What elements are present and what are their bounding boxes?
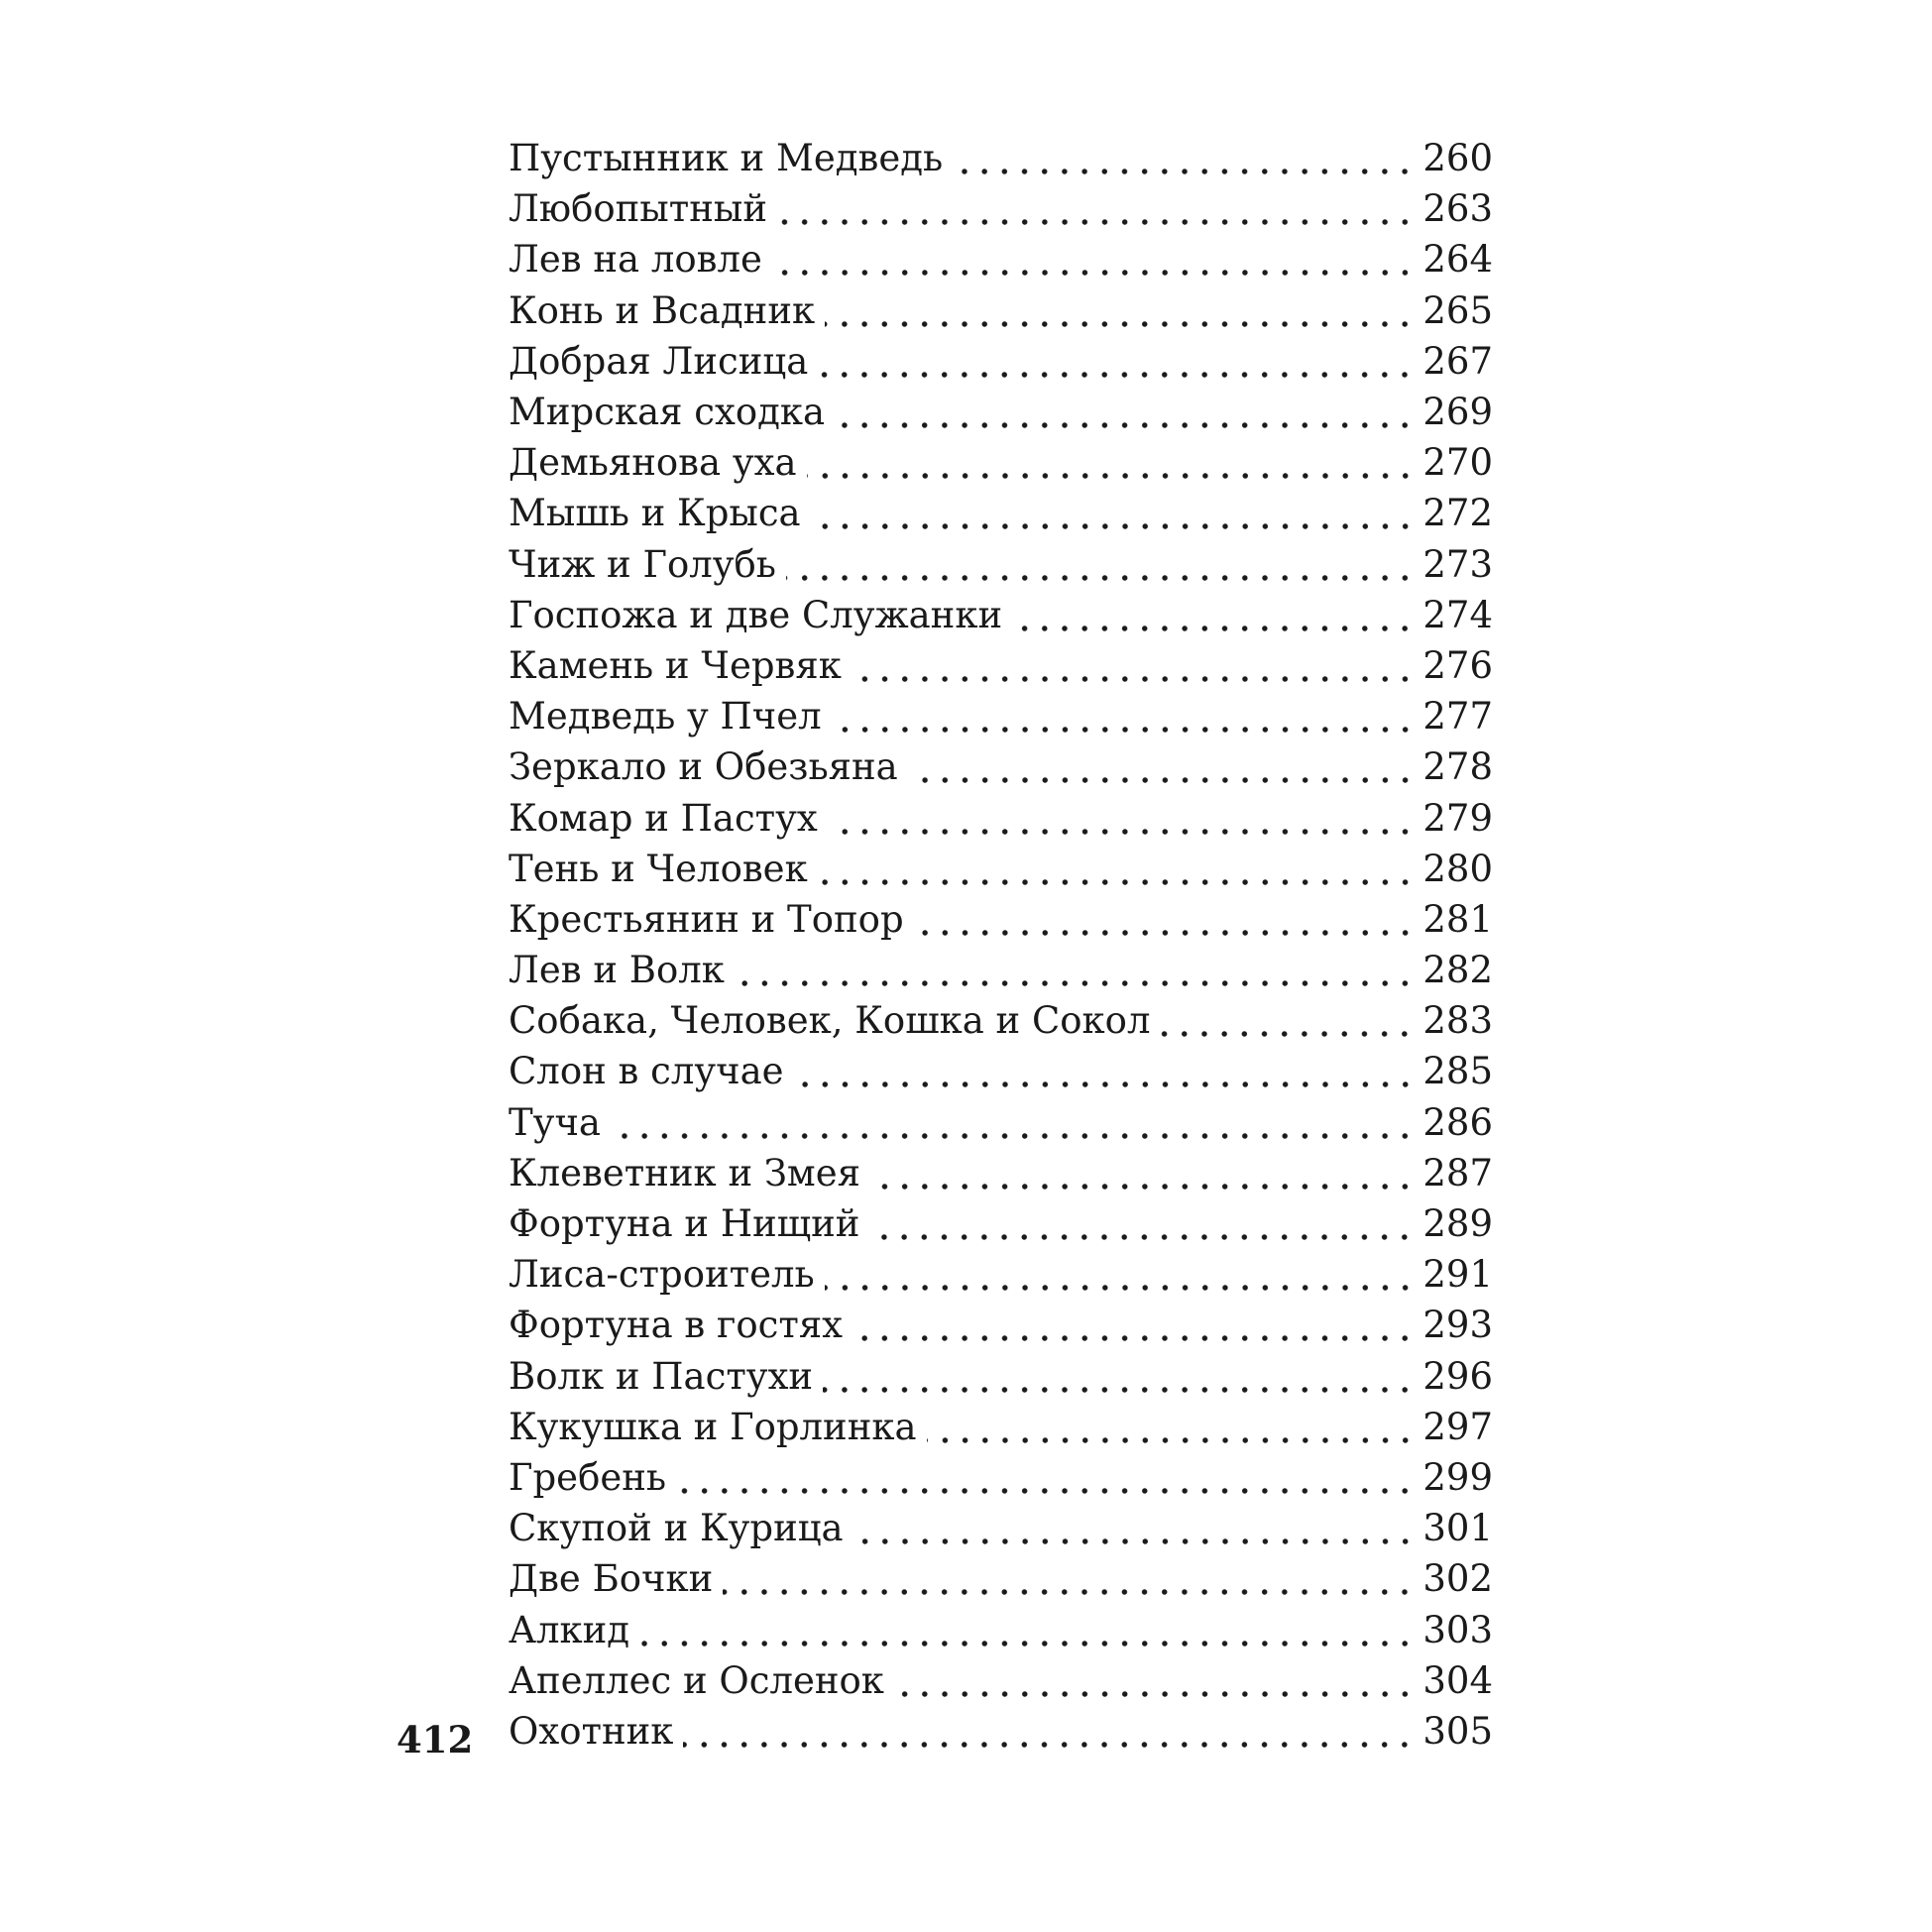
toc-entry-page: 281 xyxy=(1422,897,1493,941)
toc-entry-page: 278 xyxy=(1422,745,1493,789)
toc-entry-page: 263 xyxy=(1422,187,1493,231)
toc-entry[interactable] xyxy=(509,1097,1493,1148)
toc-entry-title: Добрая Лисица xyxy=(509,339,809,383)
toc-entry-title: Мышь и Крыса xyxy=(509,492,801,535)
toc-entry-title: Любопытный xyxy=(509,187,767,231)
toc-entry-page: 276 xyxy=(1422,643,1493,687)
toc-entry-page: 267 xyxy=(1422,339,1493,383)
toc-entry-title: Крестьянин и Топор xyxy=(509,897,904,941)
dot-leader xyxy=(786,539,1415,590)
toc-entry[interactable] xyxy=(509,741,1493,792)
dot-leader xyxy=(823,1351,1415,1402)
page-number: 412 xyxy=(397,1718,474,1762)
toc-entry-page: 270 xyxy=(1422,441,1493,485)
dot-leader xyxy=(828,793,1416,844)
toc-entry-page: 305 xyxy=(1422,1709,1493,1753)
toc-entry[interactable] xyxy=(509,945,1493,995)
dot-leader xyxy=(723,1553,1415,1604)
toc-entry[interactable] xyxy=(509,285,1493,336)
toc-entry-page: 279 xyxy=(1422,796,1493,840)
toc-entry[interactable] xyxy=(509,539,1493,590)
toc-entry-page: 302 xyxy=(1422,1557,1493,1601)
toc-entry-page: 303 xyxy=(1422,1608,1493,1651)
toc-entry-page: 285 xyxy=(1422,1050,1493,1093)
toc-entry-title: Волк и Пастухи xyxy=(509,1354,814,1398)
dot-leader xyxy=(832,691,1416,741)
toc-entry-title: Зеркало и Обезьяна xyxy=(509,745,898,789)
toc-entry-title: Конь и Всадник xyxy=(509,288,816,332)
toc-entry[interactable] xyxy=(509,488,1493,538)
toc-entry-title: Две Бочки xyxy=(509,1557,714,1601)
toc-entry-title: Мирская сходка xyxy=(509,391,826,434)
toc-entry[interactable] xyxy=(509,691,1493,741)
toc-entry-page: 301 xyxy=(1422,1507,1493,1550)
toc-entry-title: Кукушка и Горлинка xyxy=(509,1405,917,1448)
dot-leader xyxy=(777,183,1415,234)
toc-entry[interactable] xyxy=(509,640,1493,691)
toc-entry-title: Охотник xyxy=(509,1709,674,1753)
toc-entry-title: Лев на ловле xyxy=(509,238,762,282)
toc-entry-title: Чиж и Голубь xyxy=(509,542,776,586)
dot-leader xyxy=(953,133,1415,183)
toc-entry-title: Камень и Червяк xyxy=(509,643,842,687)
toc-entry-page: 273 xyxy=(1422,542,1493,586)
toc-entry[interactable] xyxy=(509,234,1493,284)
toc-entry[interactable] xyxy=(509,995,1493,1046)
toc-entry-page: 291 xyxy=(1422,1253,1493,1297)
dot-leader xyxy=(825,285,1415,336)
dot-leader xyxy=(914,894,1416,945)
dot-leader xyxy=(794,1046,1416,1096)
toc-entry-page: 283 xyxy=(1422,999,1493,1043)
toc-entry-title: Алкид xyxy=(509,1608,630,1651)
dot-leader xyxy=(811,488,1416,538)
toc-entry[interactable] xyxy=(509,844,1493,894)
toc-entry[interactable] xyxy=(509,133,1493,183)
dot-leader xyxy=(818,844,1416,894)
toc-entry-title: Тень и Человек xyxy=(509,847,808,890)
dot-leader xyxy=(853,1503,1416,1553)
toc-entry[interactable] xyxy=(509,387,1493,437)
toc-entry-title: Собака, Человек, Кошка и Сокол xyxy=(509,999,1151,1043)
dot-leader xyxy=(908,741,1416,792)
table-of-contents xyxy=(509,133,1493,1757)
toc-entry-page: 289 xyxy=(1422,1202,1493,1246)
toc-entry-page: 299 xyxy=(1422,1455,1493,1499)
toc-entry[interactable] xyxy=(509,1351,1493,1402)
toc-entry-page: 272 xyxy=(1422,492,1493,535)
toc-entry[interactable] xyxy=(509,1402,1493,1452)
dot-leader xyxy=(835,387,1415,437)
dot-leader xyxy=(683,1706,1415,1757)
toc-entry[interactable] xyxy=(509,1604,1493,1654)
toc-entry[interactable] xyxy=(509,1553,1493,1604)
toc-entry-title: Пустынник и Медведь xyxy=(509,137,944,180)
toc-entry-page: 269 xyxy=(1422,391,1493,434)
dot-leader xyxy=(807,437,1416,488)
dot-leader xyxy=(825,1249,1416,1300)
dot-leader xyxy=(870,1148,1415,1198)
toc-entry[interactable] xyxy=(509,1503,1493,1553)
toc-entry[interactable] xyxy=(509,1148,1493,1198)
toc-entry-title: Лев и Волк xyxy=(509,949,725,992)
toc-entry[interactable] xyxy=(509,1046,1493,1096)
toc-entry-title: Лиса-строитель xyxy=(509,1253,815,1297)
toc-entry-page: 287 xyxy=(1422,1151,1493,1194)
toc-entry-page: 286 xyxy=(1422,1100,1493,1144)
toc-entry-page: 282 xyxy=(1422,949,1493,992)
toc-entry-page: 265 xyxy=(1422,288,1493,332)
dot-leader xyxy=(852,640,1416,691)
toc-entry[interactable] xyxy=(509,183,1493,234)
toc-entry-title: Комар и Пастух xyxy=(509,796,818,840)
toc-entry[interactable] xyxy=(509,894,1493,945)
toc-entry-page: 264 xyxy=(1422,238,1493,282)
toc-entry[interactable] xyxy=(509,1706,1493,1757)
toc-entry[interactable] xyxy=(509,1198,1493,1249)
toc-entry-title: Фортуна в гостях xyxy=(509,1304,844,1347)
toc-entry-page: 296 xyxy=(1422,1354,1493,1398)
dot-leader xyxy=(1160,995,1415,1046)
dot-leader xyxy=(818,336,1415,387)
toc-entry-title: Гребень xyxy=(509,1455,667,1499)
toc-entry-page: 293 xyxy=(1422,1304,1493,1347)
toc-entry[interactable] xyxy=(509,792,1493,843)
toc-entry-title: Туча xyxy=(509,1100,601,1144)
dot-leader xyxy=(772,234,1416,284)
dot-leader xyxy=(1012,590,1415,640)
toc-entry[interactable] xyxy=(509,1300,1493,1350)
toc-entry-page: 304 xyxy=(1422,1658,1493,1702)
toc-entry-title: Медведь у Пчел xyxy=(509,695,822,739)
toc-entry-page: 297 xyxy=(1422,1405,1493,1448)
toc-entry-title: Демьянова уха xyxy=(509,441,797,485)
dot-leader xyxy=(735,945,1415,995)
toc-entry[interactable] xyxy=(509,1452,1493,1503)
toc-entry-page: 280 xyxy=(1422,847,1493,890)
toc-entry[interactable] xyxy=(509,437,1493,488)
toc-entry[interactable] xyxy=(509,1249,1493,1300)
dot-leader xyxy=(894,1655,1415,1706)
toc-entry-title: Госпожа и две Служанки xyxy=(509,593,1003,636)
dot-leader xyxy=(927,1402,1416,1452)
toc-entry[interactable] xyxy=(509,336,1493,387)
dot-leader xyxy=(852,1300,1415,1350)
toc-entry[interactable] xyxy=(509,590,1493,640)
toc-entry-title: Слон в случае xyxy=(509,1050,784,1093)
dot-leader xyxy=(676,1452,1415,1503)
dot-leader xyxy=(611,1097,1415,1148)
toc-entry[interactable] xyxy=(509,1655,1493,1706)
toc-entry-title: Апеллес и Осленок xyxy=(509,1658,884,1702)
toc-entry-page: 260 xyxy=(1422,137,1493,180)
dot-leader xyxy=(639,1605,1415,1655)
dot-leader xyxy=(869,1198,1415,1249)
toc-entry-title: Скупой и Курица xyxy=(509,1507,844,1550)
toc-entry-title: Клеветник и Змея xyxy=(509,1151,860,1194)
toc-entry-title: Фортуна и Нищий xyxy=(509,1202,860,1246)
toc-entry-page: 277 xyxy=(1422,695,1493,739)
toc-entry-page: 274 xyxy=(1422,593,1493,636)
